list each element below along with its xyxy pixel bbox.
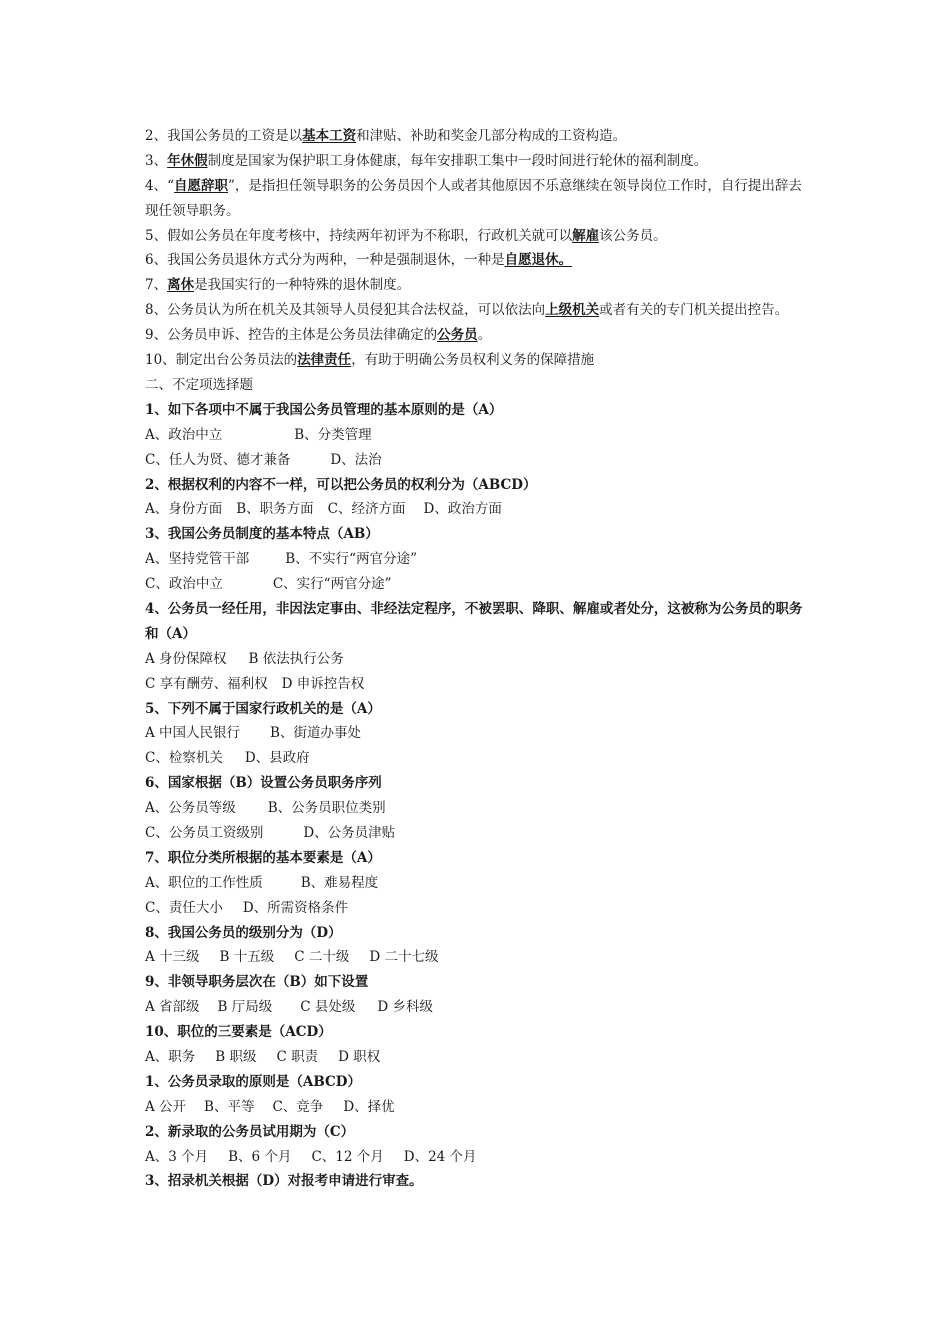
option-text: C、公务员工资级别 [145, 825, 264, 842]
question-stem: 7、职位分类所根据的基本要素是（A） [145, 849, 381, 866]
option-text: B、分类管理 [294, 426, 372, 443]
option-row [145, 647, 810, 672]
option-text: B、平等 [204, 1098, 255, 1115]
fill-item-10 [145, 348, 810, 373]
option-text: B、6 个月 [228, 1148, 292, 1165]
option-row [145, 1095, 810, 1120]
question-stem: 9、非领导职务层次在（B）如下设置 [145, 974, 369, 991]
fill-text: 10、制定出台公务员法的 [145, 352, 298, 369]
fill-item-3 [145, 149, 810, 174]
option-text: D、所需资格条件 [242, 899, 349, 916]
option-text: C、12 个月 [311, 1148, 384, 1165]
option-text: A 中国人民银行 [145, 725, 241, 742]
fill-text: ，有助于明确公务员权利义务的保障措施 [351, 352, 595, 369]
option-text: A、身份方面 [145, 501, 223, 518]
option-text: B 厅局级 [217, 999, 273, 1016]
question-stem: 2、新录取的公务员试用期为（C） [145, 1123, 355, 1140]
fill-answer: 公务员 [437, 327, 478, 344]
option-text: B 依法执行公务 [248, 650, 344, 667]
option-text: B、街道办事处 [270, 725, 361, 742]
fill-item-7 [145, 273, 810, 298]
option-text: D 职权 [338, 1049, 381, 1066]
fill-text: 是我国实行的一种特殊的退休制度。 [194, 277, 411, 294]
option-text: D、24 个月 [403, 1148, 477, 1165]
option-row [145, 796, 810, 821]
fill-text: 8、公务员认为所在机关及其领导人员侵犯其合法权益，可以依法向 [145, 302, 546, 319]
fill-answer: 法律责任 [297, 352, 352, 369]
option-text: C 职责 [276, 1049, 319, 1066]
fill-answer: 离休 [167, 277, 195, 294]
fill-text: 制度是国家为保护职工身体健康，每年安排职工集中一段时间进行轮休的福利制度。 [207, 152, 708, 169]
option-text: A、职位的工作性质 [145, 874, 263, 891]
option-text: A、坚持党管干部 [145, 551, 250, 568]
option-text: A、政治中立 [145, 426, 223, 443]
question-stem: 2、根据权利的内容不一样，可以把公务员的权利分为（ABCD） [145, 476, 537, 493]
option-text: A、3 个月 [145, 1148, 209, 1165]
fill-answer: 解雇 [572, 227, 600, 244]
option-text: C、实行“两官分途” [272, 576, 392, 593]
fill-answer: 上级机关 [545, 302, 600, 319]
option-text: D 二十七级 [369, 949, 439, 966]
question-stem: 5、下列不属于国家行政机关的是（A） [145, 700, 381, 717]
option-text: A、职务 [145, 1049, 196, 1066]
question-stem: 6、国家根据（B）设置公务员职务序列 [145, 775, 382, 792]
option-text: D 申诉控告权 [281, 675, 365, 692]
fill-item-4 [145, 174, 810, 224]
question-stem: 10、职位的三要素是（ACD） [145, 1024, 332, 1041]
fill-answer: 基本工资 [302, 128, 357, 144]
option-row [145, 547, 810, 572]
option-row [145, 1045, 810, 1070]
fill-text: 5、假如公务员在年度考核中，持续两年初评为不称职，行政机关就可以 [145, 227, 573, 244]
option-text: D、政治方面 [423, 501, 502, 518]
option-text: B、职务方面 [236, 501, 314, 518]
fill-text: 2、我国公务员的工资是以 [145, 128, 303, 144]
question-stem: 3、招录机关根据（D）对报考申请进行审查。 [145, 1173, 423, 1190]
fill-answer: 年休假 [167, 152, 208, 169]
option-row [145, 497, 810, 522]
option-text: D、法治 [330, 451, 382, 468]
option-text: B、不实行“两官分途” [285, 551, 417, 568]
option-row [145, 821, 810, 846]
option-row [145, 448, 810, 473]
fill-text: 3、 [145, 152, 168, 169]
option-row [145, 896, 810, 921]
option-text: A 身份保障权 [145, 650, 227, 667]
question-stem: 3、我国公务员制度的基本特点（AB） [145, 526, 379, 543]
option-text: A 省部级 [145, 999, 200, 1016]
fill-text: 或者有关的专门机关提出控告。 [599, 302, 789, 319]
fill-item-9 [145, 323, 810, 348]
option-text: C 二十级 [294, 949, 350, 966]
option-text: C、经济方面 [327, 501, 406, 518]
fill-answer: 自愿退休。 [504, 252, 573, 269]
fill-item-2 [145, 124, 810, 149]
fill-text: 该公务员。 [599, 227, 667, 244]
section-title: 二、不定项选择题 [145, 376, 253, 393]
option-row [145, 1145, 810, 1170]
option-text: B、难易程度 [300, 874, 379, 891]
question-list [145, 398, 810, 1195]
fill-item-8 [145, 298, 810, 323]
option-text: D、择优 [343, 1098, 395, 1115]
option-text: C、检察机关 [145, 750, 223, 767]
option-text: C、政治中立 [145, 576, 223, 593]
option-text: A、公务员等级 [145, 800, 236, 817]
document-page [145, 124, 810, 1194]
option-text: C、竞争 [272, 1098, 324, 1115]
option-row [145, 572, 810, 597]
fill-text: ”，是指担任领导职务的公务员因个人或者其他原因不乐意继续在领导岗位工作时，自行提出辞去现任领导职务。 [145, 177, 802, 219]
option-row [145, 672, 810, 697]
option-text: D 乡科级 [377, 999, 434, 1016]
option-row [145, 871, 810, 896]
option-row [145, 423, 810, 448]
fill-text: 。 [477, 327, 492, 344]
option-row [145, 995, 810, 1020]
fill-item-5 [145, 224, 810, 249]
option-text: B 十五级 [219, 949, 275, 966]
option-text: D、县政府 [244, 750, 310, 767]
question-stem: 8、我国公务员的级别分为（D） [145, 924, 342, 941]
question-stem: 1、公务员录取的原则是（ABCD） [145, 1073, 361, 1090]
fill-text: 和津贴、补助和奖金几部分构成的工资构造。 [356, 128, 627, 144]
option-text: A 公开 [145, 1098, 187, 1115]
option-text: B、公务员职位类别 [267, 800, 386, 817]
option-text: C 县处级 [300, 999, 356, 1016]
fill-text: 9、公务员申诉、控告的主体是公务员法律确定的 [145, 327, 438, 344]
option-row [145, 746, 810, 771]
fill-item-6 [145, 248, 810, 273]
question-stem: 4、公务员一经任用，非因法定事由、非经法定程序，不被罢职、降职、解雇或者处分，这被称为公务员的职务和（A） [145, 600, 803, 642]
option-text: C、任人为贤、德才兼备 [145, 451, 291, 468]
fill-text: 7、 [145, 277, 168, 294]
option-row [145, 721, 810, 746]
option-text: C、责任大小 [145, 899, 223, 916]
question-stem: 1、如下各项中不属于我国公务员管理的基本原则的是（A） [145, 401, 503, 418]
option-text: D、公务员津贴 [303, 825, 396, 842]
option-text: C 享有酬劳、福利权 [145, 675, 268, 692]
option-text: A 十三级 [145, 949, 200, 966]
fill-text: 4、“ [145, 177, 174, 194]
fill-text: 6、我国公务员退休方式分为两种，一种是强制退休，一种是 [145, 252, 505, 269]
option-row [145, 945, 810, 970]
fill-answer: 自愿辞职 [174, 177, 228, 194]
option-text: B 职级 [215, 1049, 257, 1066]
